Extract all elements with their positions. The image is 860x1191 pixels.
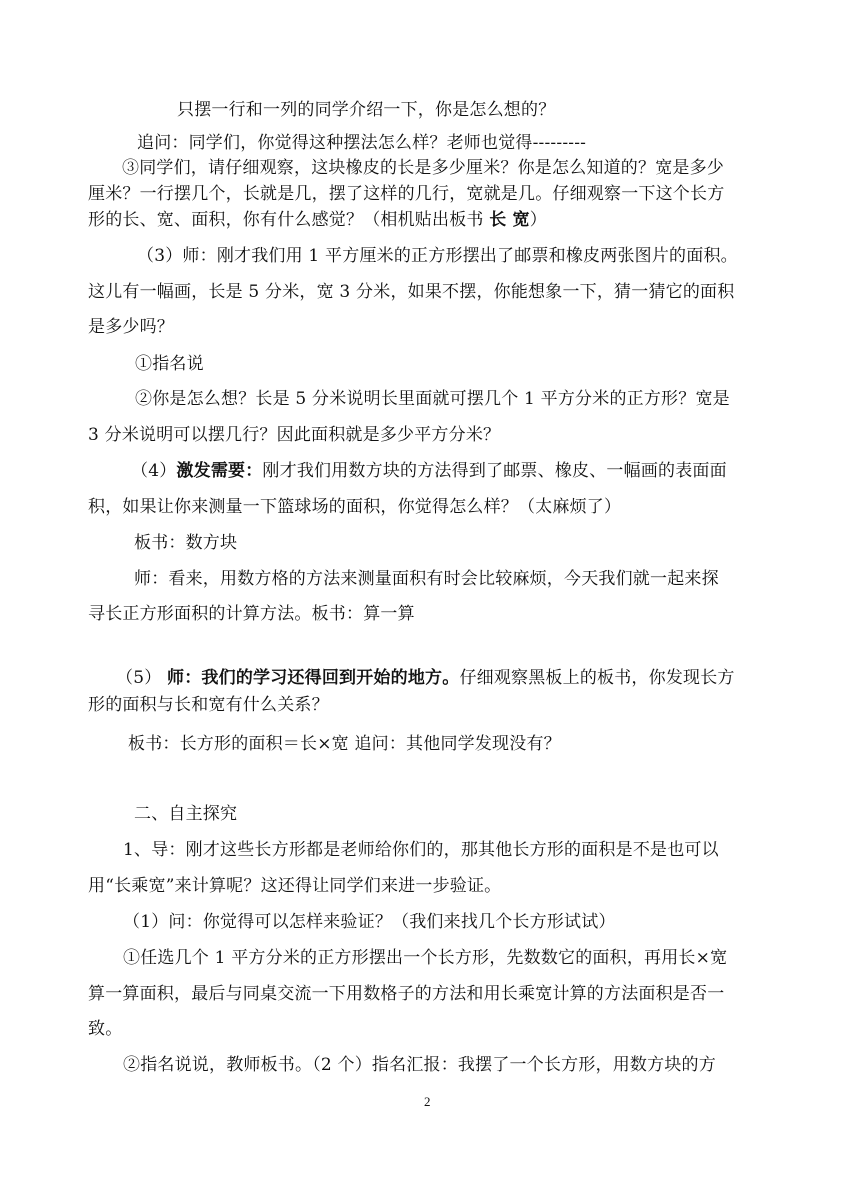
section-heading: 二、自主探究 [134,804,238,824]
text-line: 是多少吗？ [88,317,174,337]
text-line: ①指名说 [135,354,204,374]
text-line [131,460,727,482]
text-line: 寻长正方形面积的计算方法。板书：算一算 [88,604,415,624]
text-span: （5） [116,668,162,688]
text-line [116,667,735,689]
heading-bold: 激发需要： [176,461,263,481]
text-line: ①任选几个 1 平方分米的正方形摆出一个长方形，先数数它的面积，再用长×宽 [123,948,728,968]
text-line: ③同学们，请仔细观察，这块橡皮的长是多少厘米？你是怎么知道的？宽是多少 [122,158,724,178]
text-line: 只摆一行和一列的同学介绍一下，你是怎么想的？ [177,100,556,120]
text-line: （1）问：你觉得可以怎样来验证？（我们来找几个长方形试试） [123,912,616,932]
text-line: 板书：长方形的面积＝长×宽 追问：其他同学发现没有？ [128,734,561,754]
text-line [88,209,547,231]
text-line: 厘米？一行摆几个，长就是几，摆了这样的几行，宽就是几。仔细观察一下这个长方 [88,184,725,204]
text-span: 仔细观察黑板上的板书，你发现长方 [459,668,735,688]
page-number: 2 [424,1094,431,1109]
text-span: 刚才我们用数方块的方法得到了邮票、橡皮、一幅画的表面面 [262,461,727,481]
text-line: 用“长乘宽”来计算呢？这还得让同学们来进一步验证。 [88,876,502,896]
text-line: ②指名说说，教师板书。（2 个）指名汇报：我摆了一个长方形，用数方块的方 [123,1055,716,1075]
text-line: （3）师：刚才我们用 1 平方厘米的正方形摆出了邮票和橡皮两张图片的面积。 [137,246,738,266]
text-line: 师：看来，用数方格的方法来测量面积有时会比较麻烦，今天我们就一起来探 [134,569,719,589]
text-line: 形的面积与长和宽有什么关系？ [88,695,329,715]
text-span: 形的长、宽、面积，你有什么感觉？（相机贴出板书 [88,210,484,230]
text-span: ） [529,210,547,230]
text-line: 3 分米说明可以摆几行？因此面积就是多少平方分米？ [88,425,501,445]
heading-bold: 师：我们的学习还得回到开始的地方。 [167,668,460,688]
text-line: 1、导：刚才这些长方形都是老师给你们的，那其他长方形的面积是不是也可以 [123,840,719,860]
text-line: 积，如果让你来测量一下篮球场的面积，你觉得怎么样？（太麻烦了） [88,497,622,517]
text-line: 追问：同学们，你觉得这种摆法怎么样？老师也觉得--------- [137,133,587,153]
text-line: 致。 [88,1019,123,1039]
text-line: ②你是怎么想？长是 5 分米说明长里面就可摆几个 1 平方分米的正方形？宽是 [135,389,730,409]
board-title-bold: 长 宽 [489,210,530,230]
text-line: 这儿有一幅画，长是 5 分米，宽 3 分米，如果不摆，你能想象一下，猜一猜它的面积 [88,282,735,302]
text-span: （4） [131,461,177,481]
text-line: 板书：数方块 [134,533,238,553]
text-line: 算一算面积，最后与同桌交流一下用数格子的方法和用长乘宽计算的方法面积是否一 [88,984,725,1004]
